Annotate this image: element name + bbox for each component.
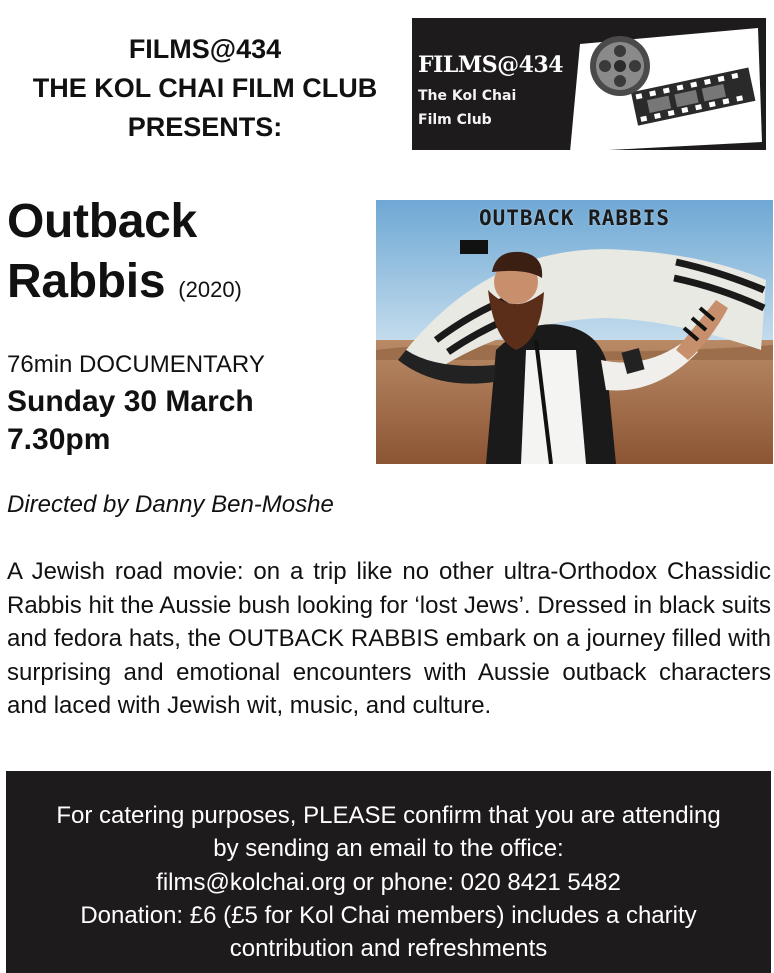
film-title-line2: Rabbis: [7, 255, 166, 308]
film-year: (2020): [178, 277, 242, 302]
screening-date: Sunday 30 March: [7, 385, 254, 418]
heading-line-club-code: FILMS@434: [128, 34, 282, 64]
donation-line-1: Donation: £6 (£5 for Kol Chai members) includes a charity: [80, 901, 697, 929]
runtime-genre: 76min DOCUMENTARY: [7, 351, 265, 378]
film-title-line2-wrap: [7, 252, 242, 320]
donation-line-2: contribution and refreshments: [229, 935, 548, 963]
contact-line: films@kolchai.org or phone: 020 8421 5482: [156, 868, 621, 896]
screening-time: 7.30pm: [7, 423, 111, 456]
director-credit: Directed by Danny Ben-Moshe: [7, 491, 334, 518]
poster-photo: [376, 200, 773, 464]
logo-subtitle-line2: Film Club: [418, 112, 492, 128]
club-logo: [412, 18, 766, 150]
film-poster-image: [376, 200, 773, 464]
poster-title: OUTBACK RABBIS: [478, 206, 670, 230]
film-title-line1: Outback: [7, 195, 197, 248]
catering-line-1: For catering purposes, PLEASE confirm that you are attending: [56, 802, 721, 829]
logo-subtitle: [418, 84, 516, 132]
film-description: A Jewish road movie: on a trip like no other ultra-Orthodox Chassidic Rabbis hit the Aussie bush looking for ‘lost Jews’. Dressed in black suits and fedora hats, the OUTBACK RABBIS embark on a journey filled with surprising and emotional encounters with Aussie outback characters and laced with Jewish wit, music, and culture.: [7, 558, 771, 719]
film-reel-icon: [562, 24, 762, 150]
film-title: [7, 192, 242, 320]
presenter-heading: [0, 30, 410, 147]
screening-datetime: [7, 383, 254, 459]
logo-subtitle-line1: The Kol Chai: [418, 88, 517, 104]
heading-line-presents: PRESENTS:: [127, 112, 283, 142]
catering-line-2: by sending an email to the office:: [213, 835, 564, 863]
catering-notice-panel: [6, 771, 771, 973]
logo-title: FILMS@434: [418, 52, 564, 78]
heading-line-club-name: THE KOL CHAI FILM CLUB: [32, 73, 378, 103]
